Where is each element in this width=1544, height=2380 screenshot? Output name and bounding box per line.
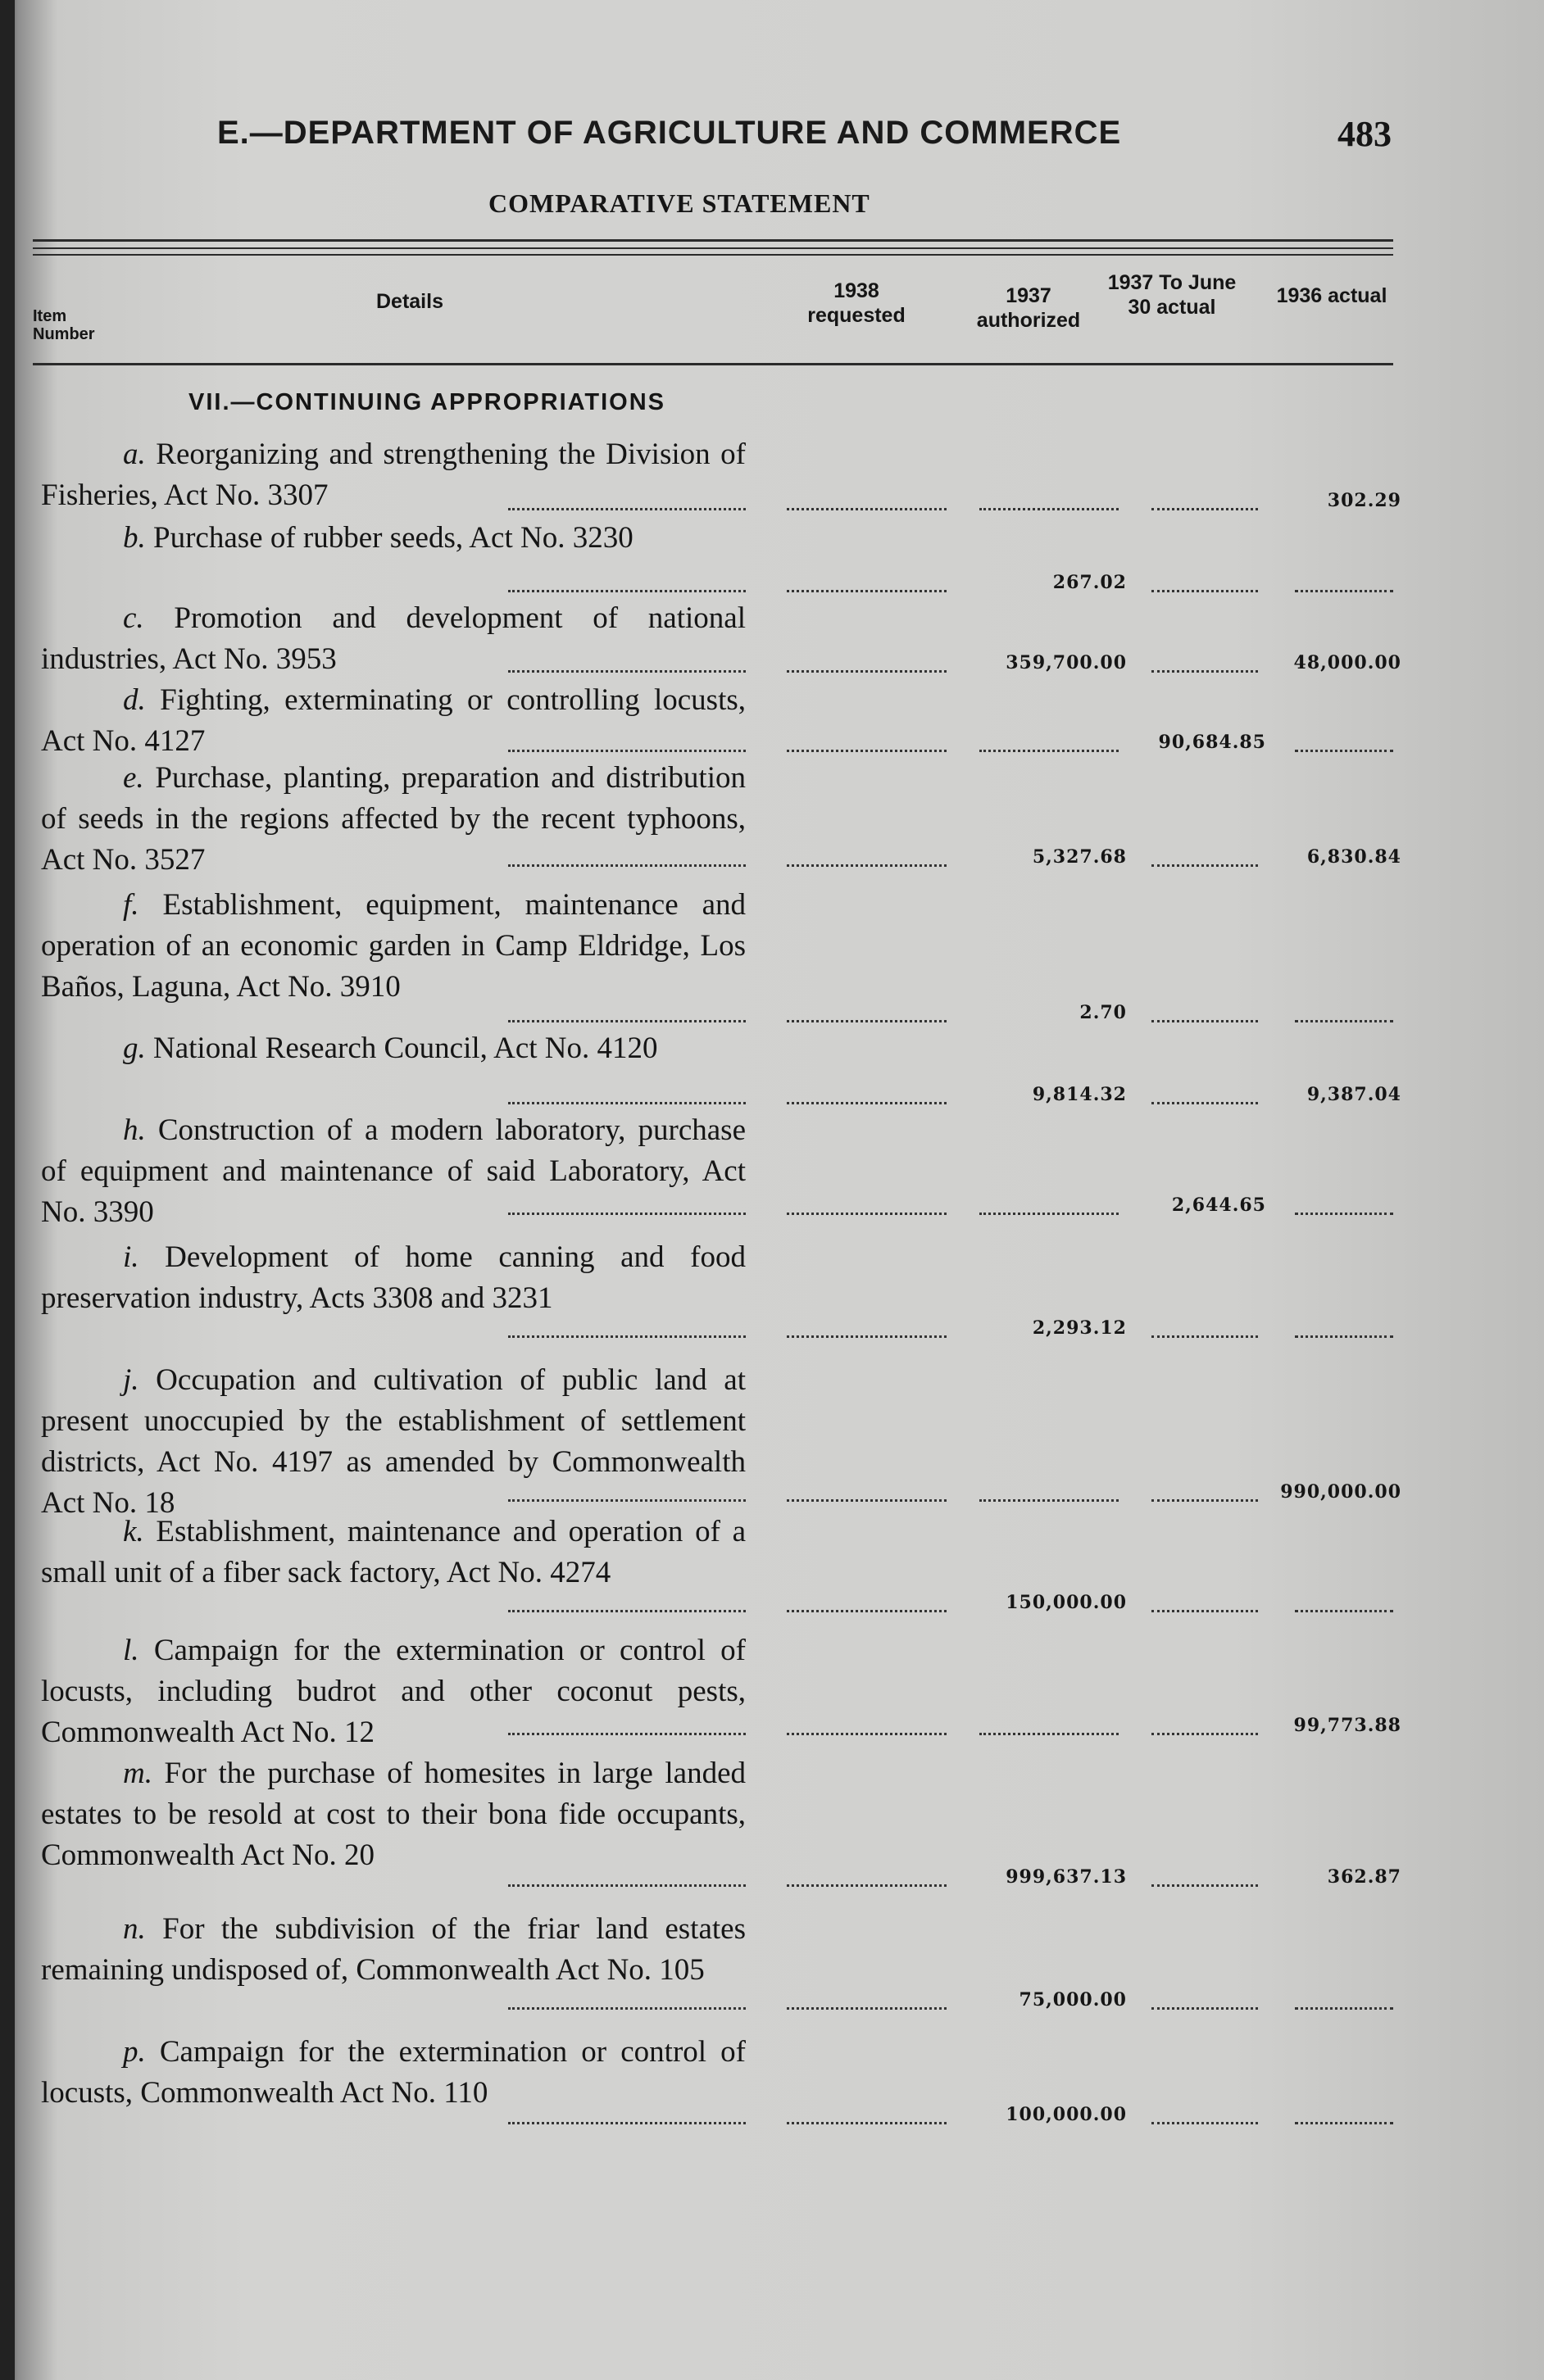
- cell-actual36: 6,830.84: [1306, 846, 1401, 868]
- item-letter: m.: [123, 1757, 152, 1790]
- cell-actual36-empty: [1295, 1213, 1393, 1215]
- item-g: [41, 1028, 746, 1069]
- item-letter: h.: [123, 1113, 146, 1147]
- cell-requested-empty: [787, 1102, 947, 1104]
- item-e: [41, 758, 746, 881]
- cell-requested-empty: [787, 508, 947, 510]
- item-text: For the subdivision of the friar land estates remaining undisposed of, Commonwealth Act No. 105: [41, 1912, 746, 1987]
- cell-authorized: 9,814.32: [1032, 1084, 1127, 1105]
- cell-actual37-empty: [1151, 590, 1258, 592]
- top-rule: [33, 239, 1393, 242]
- item-text: For the purchase of homesites in large landed estates to be resold at cost to their bona fide occupants, Commonwealth Act No. 20: [41, 1757, 746, 1872]
- cell-requested-empty: [787, 1335, 947, 1338]
- leader-dots: [508, 590, 746, 592]
- cell-requested-empty: [787, 590, 947, 592]
- cell-authorized: 75,000.00: [1019, 1989, 1127, 2011]
- cell-actual36-empty: [1295, 750, 1393, 752]
- item-text: Promotion and development of national industries, Act No. 3953: [41, 601, 746, 676]
- item-letter: k.: [123, 1515, 144, 1548]
- item-i: [41, 1237, 746, 1319]
- leader-dots: [508, 1610, 746, 1612]
- top-rule-2: [33, 247, 1393, 249]
- cell-authorized-empty: [979, 508, 1119, 510]
- department-title: E.—DEPARTMENT OF AGRICULTURE AND COMMERCE: [217, 115, 1122, 151]
- cell-actual37-empty: [1151, 1884, 1258, 1887]
- cell-actual37-empty: [1151, 1335, 1258, 1338]
- cell-requested-empty: [787, 750, 947, 752]
- cell-requested-empty: [787, 670, 947, 673]
- cell-actual36: 362.87: [1327, 1866, 1401, 1888]
- column-1936-actual: 1936 actual: [1276, 284, 1387, 307]
- cell-authorized-empty: [979, 750, 1119, 752]
- cell-requested-empty: [787, 1610, 947, 1612]
- item-c: [41, 598, 746, 680]
- column-1937-authorized: 1937 authorized: [976, 284, 1081, 332]
- cell-actual37-empty: [1151, 1102, 1258, 1104]
- item-text: Purchase, planting, preparation and distribution of seeds in the regions affected by the recent typhoons, Act No. 3527: [41, 761, 746, 877]
- top-rule-3: [33, 254, 1393, 256]
- cell-actual36: 99,773.88: [1293, 1715, 1401, 1736]
- item-letter: i.: [123, 1240, 139, 1274]
- cell-actual37-empty: [1151, 1610, 1258, 1612]
- column-1937-actual: 1937 To June 30 actual: [1107, 271, 1237, 319]
- cell-actual36: 48,000.00: [1293, 652, 1401, 673]
- item-m: [41, 1753, 746, 1876]
- section-heading: VII.—CONTINUING APPROPRIATIONS: [188, 389, 666, 415]
- item-text: Purchase of rubber seeds, Act No. 3230: [145, 521, 633, 555]
- cell-requested-empty: [787, 2007, 947, 2010]
- cell-requested-empty: [787, 864, 947, 867]
- cell-actual36: 990,000.00: [1280, 1481, 1401, 1503]
- item-letter: c.: [123, 601, 144, 635]
- leader-dots: [508, 2122, 746, 2124]
- cell-authorized: 100,000.00: [1006, 2104, 1127, 2125]
- item-text: Occupation and cultivation of public land at present unoccupied by the establishment of settlement districts, Act No. 4197 as amended by Commonwealth Act No. 18: [41, 1363, 746, 1520]
- leader-dots: [508, 1102, 746, 1104]
- cell-actual37: 2,644.65: [1171, 1195, 1266, 1216]
- page-number: 483: [1337, 114, 1392, 154]
- leader-dots: [508, 1499, 746, 1502]
- item-letter: f.: [123, 888, 139, 922]
- item-a: [41, 434, 746, 516]
- item-n: [41, 1909, 746, 1991]
- item-letter: j.: [123, 1363, 139, 1397]
- cell-actual36-empty: [1295, 1335, 1393, 1338]
- cell-requested-empty: [787, 1020, 947, 1022]
- item-letter: a.: [123, 437, 146, 471]
- item-letter: b.: [123, 521, 146, 555]
- leader-dots: [508, 750, 746, 752]
- column-item-number: Item Number: [33, 307, 95, 343]
- cell-actual36: 9,387.04: [1306, 1084, 1401, 1105]
- item-letter: d.: [123, 683, 146, 717]
- cell-actual37: 90,684.85: [1158, 732, 1266, 753]
- item-text: Development of home canning and food preservation industry, Acts 3308 and 3231: [41, 1240, 746, 1315]
- cell-authorized-empty: [979, 1499, 1119, 1502]
- leader-dots: [508, 1884, 746, 1887]
- item-letter: g.: [123, 1031, 146, 1065]
- cell-requested-empty: [787, 2122, 947, 2124]
- item-letter: e.: [123, 761, 144, 795]
- item-text: National Research Council, Act No. 4120: [145, 1031, 658, 1065]
- item-letter: n.: [123, 1912, 146, 1946]
- page-subtitle: COMPARATIVE STATEMENT: [488, 188, 870, 218]
- cell-actual37-empty: [1151, 1020, 1258, 1022]
- item-letter: p.: [123, 2035, 146, 2069]
- cell-actual37-empty: [1151, 1733, 1258, 1735]
- cell-requested-empty: [787, 1884, 947, 1887]
- column-1938-requested: 1938 requested: [807, 279, 906, 327]
- leader-dots: [508, 2007, 746, 2010]
- header-bottom-rule: [33, 363, 1393, 365]
- item-f: [41, 885, 746, 1008]
- leader-dots: [508, 1020, 746, 1022]
- leader-dots: [508, 508, 746, 510]
- item-b: [41, 518, 746, 559]
- cell-actual37-empty: [1151, 2007, 1258, 2010]
- column-details: Details: [376, 290, 443, 313]
- cell-authorized: 359,700.00: [1006, 652, 1127, 673]
- item-text: Establishment, equipment, maintenance and operation of an economic garden in Camp Eldridge, Los Baños, Laguna, Act No. 3910: [41, 888, 746, 1004]
- cell-actual37-empty: [1151, 864, 1258, 867]
- cell-requested-empty: [787, 1733, 947, 1735]
- cell-authorized-empty: [979, 1213, 1119, 1215]
- cell-actual36-empty: [1295, 2007, 1393, 2010]
- leader-dots: [508, 864, 746, 867]
- binding-gutter: [0, 0, 15, 2380]
- leader-dots: [508, 1213, 746, 1215]
- leader-dots: [508, 670, 746, 673]
- cell-actual36-empty: [1295, 1610, 1393, 1612]
- cell-authorized: 267.02: [1052, 572, 1127, 593]
- cell-authorized: 5,327.68: [1032, 846, 1127, 868]
- cell-actual36-empty: [1295, 1020, 1393, 1022]
- cell-actual37-empty: [1151, 1499, 1258, 1502]
- cell-authorized-empty: [979, 1733, 1119, 1735]
- cell-actual36-empty: [1295, 2122, 1393, 2124]
- item-text: Reorganizing and strengthening the Division of Fisheries, Act No. 3307: [41, 437, 746, 512]
- item-text: Campaign for the extermination or control of locusts, including budrot and other coconut pests, Commonwealth Act No. 12: [41, 1634, 746, 1749]
- item-p: [41, 2032, 746, 2114]
- cell-actual36-empty: [1295, 590, 1393, 592]
- leader-dots: [508, 1733, 746, 1735]
- cell-actual36: 302.29: [1327, 490, 1401, 511]
- leader-dots: [508, 1335, 746, 1338]
- item-text: Establishment, maintenance and operation of a small unit of a fiber sack factory, Act No. 4274: [41, 1515, 746, 1589]
- item-letter: l.: [123, 1634, 139, 1667]
- item-text: Construction of a modern laboratory, purchase of equipment and maintenance of said Laboratory, Act No. 3390: [41, 1113, 746, 1229]
- cell-authorized: 2.70: [1079, 1002, 1127, 1023]
- item-k: [41, 1512, 746, 1593]
- cell-authorized: 999,637.13: [1006, 1866, 1127, 1888]
- item-text: Campaign for the extermination or control of locusts, Commonwealth Act No. 110: [41, 2035, 746, 2110]
- cell-actual37-empty: [1151, 508, 1258, 510]
- cell-actual37-empty: [1151, 2122, 1258, 2124]
- cell-authorized: 150,000.00: [1006, 1592, 1127, 1613]
- cell-actual37-empty: [1151, 670, 1258, 673]
- cell-authorized: 2,293.12: [1032, 1317, 1127, 1339]
- cell-requested-empty: [787, 1499, 947, 1502]
- item-text: Fighting, exterminating or controlling locusts, Act No. 4127: [41, 683, 746, 758]
- cell-requested-empty: [787, 1213, 947, 1215]
